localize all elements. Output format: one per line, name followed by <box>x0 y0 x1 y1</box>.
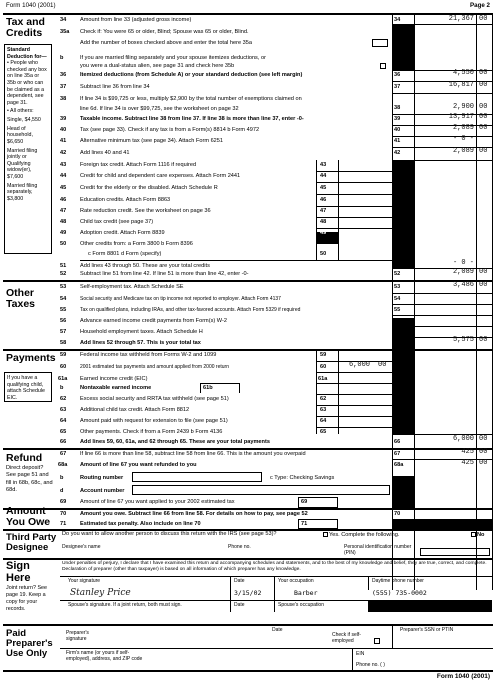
column-rule <box>492 13 493 590</box>
perjury-statement: Under penalties of perjury, I declare that I have examined this return and accompanying schedules and statements, and to the best of my knowledge and belief, they are true, correct, and complete. Declaration of preparer (other than taxpayer) is based on all information of which preparer has any knowledge. <box>62 561 487 573</box>
line-number: d <box>60 488 64 494</box>
yes-label: Yes. Complete the following. <box>329 531 400 538</box>
date-label: Date <box>234 578 245 584</box>
divider <box>316 182 392 183</box>
sidebar-text: Single, $4,550 <box>7 117 41 124</box>
column-rule <box>476 13 477 590</box>
line-text: Amount of line 67 you want refunded to you <box>80 462 197 468</box>
box-label: 49 <box>320 230 327 236</box>
box-label: 34 <box>394 17 401 23</box>
line-text: Education credits. Attach Form 8863 <box>80 197 171 203</box>
amount-field[interactable]: 6,000 <box>348 361 370 369</box>
preparer-ssn-label: Preparer's SSN or PTIN <box>400 627 454 633</box>
self-employed-checkbox[interactable] <box>374 638 380 644</box>
divider <box>316 405 392 406</box>
column-rule <box>352 648 353 670</box>
box-label: 37 <box>394 84 401 90</box>
account-type: c Type: Checking Savings <box>270 475 335 481</box>
line-number: 59 <box>60 352 67 358</box>
shaded-block <box>392 24 414 70</box>
divider <box>80 260 392 261</box>
amount-field[interactable]: 4,550 <box>452 69 474 77</box>
line-number: 57 <box>60 329 67 335</box>
cents-field[interactable]: 00 <box>479 435 488 443</box>
box-label: 69 <box>298 497 338 508</box>
line-text: 2001 estimated tax payments and amount applied from 2000 return <box>80 364 229 370</box>
designee-pin-label: Personal identification number (PIN) <box>344 544 412 556</box>
box-label: 56 <box>394 318 401 324</box>
form-footer: Form 1040 (2001) <box>436 673 490 680</box>
line-number: 48 <box>60 219 67 225</box>
line-number: 36 <box>60 72 67 78</box>
column-rule <box>274 576 275 612</box>
checkbox-35b[interactable] <box>380 63 386 69</box>
line-number: 63 <box>60 407 67 413</box>
line-text: Child tax credit (see page 37) <box>80 219 154 225</box>
box-label: 65 <box>320 429 327 435</box>
page-number: Page 2 <box>470 2 490 9</box>
taxpayer-signature[interactable]: Stanley Price <box>70 588 131 598</box>
line-text: Other credits from: a Form 3800 b Form 8396 <box>80 241 193 247</box>
form-header: Form 1040 (2001) <box>6 2 56 9</box>
divider <box>392 434 493 435</box>
line-text: Add the number of boxes checked above and enter the total here 35a <box>80 40 252 46</box>
cents-field[interactable]: 00 <box>479 15 488 23</box>
divider <box>316 228 392 229</box>
section-title-refund: Refund <box>6 452 43 464</box>
count-field[interactable] <box>372 39 388 47</box>
column-rule <box>368 576 369 590</box>
occupation-label: Your occupation <box>278 578 314 584</box>
divider <box>392 293 493 294</box>
section-title-payments: Payments <box>6 352 56 364</box>
box-label: 44 <box>320 173 327 179</box>
line-text: Tax on qualified plans, including IRAs, and other tax-favored accounts. Attach Form 5329 if required <box>80 307 301 313</box>
cents-field[interactable]: 00 <box>479 81 488 89</box>
line-number: 46 <box>60 197 67 203</box>
divider <box>392 24 493 25</box>
cents-field[interactable]: 00 <box>479 124 488 132</box>
line-number: 39 <box>60 116 67 122</box>
line-text: Tax (see page 33). Check if any tax is from a Form(s) 8814 b Form 4972 <box>80 127 260 133</box>
account-number-input[interactable] <box>132 485 390 495</box>
box-label: 62 <box>320 396 327 402</box>
amount-field[interactable]: 5,575 <box>452 336 474 344</box>
amount-field[interactable]: 21,367 <box>448 15 474 23</box>
box-label: 59 <box>320 352 327 358</box>
line-text: Additional child tax credit. Attach Form 8812 <box>80 407 190 413</box>
amount-field[interactable]: 2,089 <box>452 124 474 132</box>
line-text: Household employment taxes. Attach Schedule H <box>80 329 203 335</box>
line-text: Add lines 40 and 41 <box>80 150 130 156</box>
line-text: Routing number <box>80 475 124 481</box>
line-number: 45 <box>60 185 67 191</box>
phone-label: Daytime phone number <box>372 578 424 584</box>
box-label: 63 <box>320 407 327 413</box>
box-label: 61a <box>318 376 328 382</box>
amount-field[interactable]: - 0 - <box>452 259 474 267</box>
line-number: 67 <box>60 451 67 457</box>
line-text: Credit for child and dependent care expenses. Attach Form 2441 <box>80 173 241 179</box>
line-text: Add lines 52 through 57. This is your total tax <box>80 340 201 346</box>
section-title-third-party: Third Party Designee <box>6 532 57 553</box>
divider <box>3 508 493 510</box>
line-number: b <box>60 55 64 61</box>
divider <box>3 558 493 560</box>
preparer-signature-label: Preparer's signature <box>66 630 89 642</box>
box-label: 52 <box>394 271 401 277</box>
designee-phone-label: Phone no. <box>228 544 251 550</box>
divider <box>60 648 493 649</box>
designee-yes-option[interactable] <box>322 532 399 539</box>
box-label: 71 <box>298 519 338 529</box>
sidebar-text: Head of household, $6,650 <box>7 125 33 145</box>
box-label: 45 <box>320 185 327 191</box>
amount-field[interactable]: 2,089 <box>452 268 474 276</box>
shaded-block <box>368 600 492 612</box>
spouse-signature-label: Spouse's signature. If a joint return, both must sign. <box>68 602 182 608</box>
line-text: Account number <box>80 488 125 494</box>
line-text: Social security and Medicare tax on tip income not reported to employer. Attach Form 4137 <box>80 296 281 302</box>
divider <box>316 372 392 373</box>
line-number: 35a <box>60 29 70 35</box>
line-text: Subtract line 51 from line 42. If line 51 is more than line 42, enter -0- <box>80 271 249 277</box>
line-text: Excess social security and RRTA tax withheld (see page 51) <box>80 396 229 402</box>
line-text: Alternative minimum tax (see page 34). Attach Form 6251 <box>80 138 224 144</box>
line-number: 69 <box>60 499 67 505</box>
amount-field[interactable]: 13,917 <box>448 113 474 121</box>
box-label: 70 <box>394 511 401 517</box>
box-label: 61b <box>200 383 240 393</box>
line-text: If you are married filing separately and your spouse itemizes deductions, or <box>80 55 266 61</box>
line-number: 71 <box>60 521 67 527</box>
routing-number-input[interactable] <box>132 472 262 482</box>
spouse-date-label: Date <box>234 602 245 608</box>
taxpayer-occupation[interactable]: Barber <box>294 589 318 597</box>
line-number: 47 <box>60 208 67 214</box>
divider <box>316 171 392 172</box>
line-text: If line 66 is more than line 58, subtract line 58 from line 66. This is the amount you overpaid <box>80 451 306 457</box>
box-label: 57 <box>394 329 401 335</box>
line-text: Amount paid with request for extension to file (see page 51) <box>80 418 228 424</box>
shaded-block <box>392 476 414 508</box>
line-number: 62 <box>60 396 67 402</box>
column-rule <box>338 160 339 260</box>
line-text: Earned income credit (EIC) <box>80 376 148 382</box>
line-text: Amount you owe. Subtract line 66 from line 58. For details on how to pay, see page 52 <box>80 511 308 517</box>
divider <box>3 13 493 15</box>
box-label: 36 <box>394 72 401 78</box>
line-number: 40 <box>60 127 67 133</box>
line-text: Amount of line 67 you want applied to your 2002 estimated tax <box>80 499 235 505</box>
box-label: 48 <box>320 219 327 225</box>
box-label: 53 <box>394 284 401 290</box>
shaded-block <box>392 519 492 529</box>
line-number: 65 <box>60 429 67 435</box>
sidebar-text: • People who checked any box on line 35a or 35b or who can be claimed as a dependent, see page 31. <box>7 60 47 106</box>
line-text: Self-employment tax. Attach Schedule SE <box>80 284 184 290</box>
box-label: 68a <box>394 462 404 468</box>
column-rule <box>316 160 317 260</box>
divider <box>316 383 392 384</box>
line-number: 42 <box>60 150 67 156</box>
no-label: No <box>477 531 485 538</box>
line-text: you were a dual-status alien, see page 31 and check here 35b <box>80 63 235 69</box>
divider <box>3 349 493 351</box>
box-label: 47 <box>320 208 327 214</box>
box-label: 41 <box>394 138 401 144</box>
divider <box>316 217 392 218</box>
box-label: 58 <box>394 340 401 346</box>
line-text: line 6d. If line 34 is over $99,725, see the worksheet on page 32 <box>80 106 239 112</box>
line-text: c Form 8801 d Form (specify) <box>88 251 162 257</box>
designee-pin-input[interactable] <box>420 548 490 556</box>
line-number: 51 <box>60 263 67 269</box>
box-label: 50 <box>320 251 327 257</box>
line-number: 49 <box>60 230 67 236</box>
joint-return-note: Joint return? See page 19. Keep a copy for your records. <box>6 585 48 613</box>
box-label: 43 <box>320 162 327 168</box>
line-number: 53 <box>60 284 67 290</box>
line-number: 54 <box>60 296 67 302</box>
line-number: 55 <box>60 307 67 313</box>
cents-field[interactable]: 00 <box>479 69 488 77</box>
line-text: Check if: You were 65 or older, Blind; Spouse was 65 or older, Blind. <box>80 29 249 35</box>
line-text: Itemized deductions (from Schedule A) or your standard deduction (see left margin) <box>80 72 303 78</box>
divider <box>392 160 493 161</box>
line-number: 70 <box>60 511 67 517</box>
line-number: 64 <box>60 418 67 424</box>
amount-field[interactable]: 2,900 <box>452 103 474 111</box>
line-text: Advance earned income credit payments from Form(s) W-2 <box>80 318 227 324</box>
box-label: 40 <box>394 127 401 133</box>
section-title-tax-credits: Tax and Credits <box>6 16 45 40</box>
line-number: 61a <box>58 376 68 382</box>
line-text: Add lines 59, 60, 61a, and 62 through 65. These are your total payments <box>80 439 270 445</box>
section-title-amount-owe: Amount You Owe <box>6 505 51 529</box>
amount-field[interactable]: 6,000 <box>452 435 474 443</box>
column-rule <box>392 624 393 648</box>
box-label: 55 <box>394 307 401 313</box>
cents-field[interactable]: 00 <box>479 336 488 344</box>
ein-label: EIN <box>356 651 365 657</box>
line-number: 43 <box>60 162 67 168</box>
box-label: 39 <box>394 116 401 122</box>
cents-field[interactable]: 00 <box>479 147 488 155</box>
firm-name-label: Firm's name (or yours if self-employed), address, and ZIP code <box>66 650 143 662</box>
cents-field[interactable]: 00 <box>479 268 488 276</box>
self-employed-label: Check if self-employed <box>332 632 361 644</box>
line-text: Amount from line 33 (adjusted gross income) <box>80 17 192 23</box>
line-number: 38 <box>60 96 67 102</box>
preparer-phone-label: Phone no. ( ) <box>356 662 385 668</box>
line-number: 58 <box>60 340 67 346</box>
cents-field[interactable]: 00 <box>479 281 488 289</box>
line-text: Foreign tax credit. Attach Form 1116 if required <box>80 162 197 168</box>
amount-field[interactable]: 16,817 <box>448 81 474 89</box>
line-number: 34 <box>60 17 67 23</box>
line-text: Adoption credit. Attach Form 8839 <box>80 230 165 236</box>
line-number: 52 <box>60 271 67 277</box>
box-label: 42 <box>394 150 401 156</box>
line-text: Estimated tax penalty. Also include on line 70 <box>80 521 201 527</box>
section-title-sign: Sign Here <box>6 560 31 584</box>
divider <box>392 326 493 327</box>
preparer-date-label: Date <box>272 627 283 633</box>
box-label: 38 <box>394 105 401 111</box>
divider <box>316 206 392 207</box>
line-number: 44 <box>60 173 67 179</box>
line-number: 68a <box>58 462 68 468</box>
line-text: Nontaxable earned income <box>80 385 152 391</box>
line-number: 37 <box>60 84 67 90</box>
line-number: b <box>60 385 64 391</box>
amount-field[interactable]: - 0 - <box>452 135 474 143</box>
cents-field[interactable]: 00 <box>479 459 488 467</box>
sidebar-text: • All others: <box>7 108 34 115</box>
spouse-occupation-label: Spouse's occupation <box>278 602 324 608</box>
box-label: 66 <box>394 439 401 445</box>
divider <box>316 394 392 395</box>
standard-deduction-box <box>4 44 52 254</box>
line-number: b <box>60 475 64 481</box>
line-number: 50 <box>60 241 67 247</box>
line-number: 41 <box>60 138 67 144</box>
your-signature-label: Your signature <box>68 578 101 584</box>
section-title-other-taxes: Other Taxes <box>6 287 35 311</box>
sidebar-text: Married filing jointly or Qualifying widow(er), $7,600 <box>7 147 38 180</box>
line-text: Other payments. Check if from a Form 2439 b Form 4136 <box>80 429 223 435</box>
divider <box>316 427 392 428</box>
line-number: 56 <box>60 318 67 324</box>
designee-name-label: Designee's name <box>62 544 101 550</box>
divider <box>60 600 368 601</box>
amount-field[interactable]: 425 <box>461 459 474 467</box>
section-title-preparer: Paid Preparer's Use Only <box>6 628 53 659</box>
cents-field[interactable]: 00 <box>479 448 488 456</box>
daytime-phone[interactable]: (555) 735-0002 <box>372 589 427 597</box>
column-rule <box>414 13 415 590</box>
box-label: 54 <box>394 296 401 302</box>
amount-field[interactable]: 425 <box>461 448 474 456</box>
line-text: Credit for the elderly or the disabled. Attach Schedule R <box>80 185 218 191</box>
designee-no-option[interactable] <box>470 532 484 539</box>
divider <box>316 416 392 417</box>
line-text: If line 34 is $99,725 or less, multiply $2,900 by the total number of exemptions claimed on <box>80 96 302 102</box>
amount-field[interactable]: 2,089 <box>452 147 474 155</box>
divider <box>392 93 493 94</box>
line-text: Add lines 43 through 50. These are your total credits <box>80 263 210 269</box>
box-label: 67 <box>394 451 401 457</box>
box-label: 46 <box>320 197 327 203</box>
box-label: 64 <box>320 418 327 424</box>
amount-field[interactable]: 3,486 <box>452 281 474 289</box>
signature-date[interactable]: 3/15/02 <box>234 589 262 597</box>
sidebar-heading: Standard Deduction for— <box>7 47 47 60</box>
line-text: Rate reduction credit. See the worksheet on page 36 <box>80 208 211 214</box>
cents-field[interactable]: 00 <box>479 113 488 121</box>
shaded-block <box>392 160 414 268</box>
line-text: Subtract line 36 from line 34 <box>80 84 150 90</box>
box-label: 60 <box>320 364 327 370</box>
direct-deposit-note: Direct deposit? See page 51 and fill in 68b, 68c, and 68d. <box>6 465 53 493</box>
divider <box>316 194 392 195</box>
divider <box>3 670 493 672</box>
line-text: Federal income tax withheld from Forms W-2 and 1099 <box>80 352 217 358</box>
line-number: 66 <box>60 439 67 445</box>
line-text: Taxable income. Subtract line 38 from line 37. If line 38 is more than line 37, enter -0- <box>80 116 304 122</box>
divider <box>392 315 493 316</box>
box-label: 51 <box>394 263 401 269</box>
eic-note-box: If you have a qualifying child, attach Schedule EIC. <box>4 372 52 402</box>
column-rule <box>230 576 231 612</box>
divider <box>60 576 493 577</box>
divider <box>392 304 493 305</box>
sidebar-text: Married filing separately, $3,800 <box>7 182 38 202</box>
cents-field[interactable]: 00 <box>378 361 387 369</box>
cents-field[interactable]: 00 <box>479 103 488 111</box>
line-number: 60 <box>60 364 67 370</box>
designee-question: Do you want to allow another person to discuss this return with the IRS (see page 53)? <box>62 531 277 537</box>
divider <box>3 624 493 626</box>
